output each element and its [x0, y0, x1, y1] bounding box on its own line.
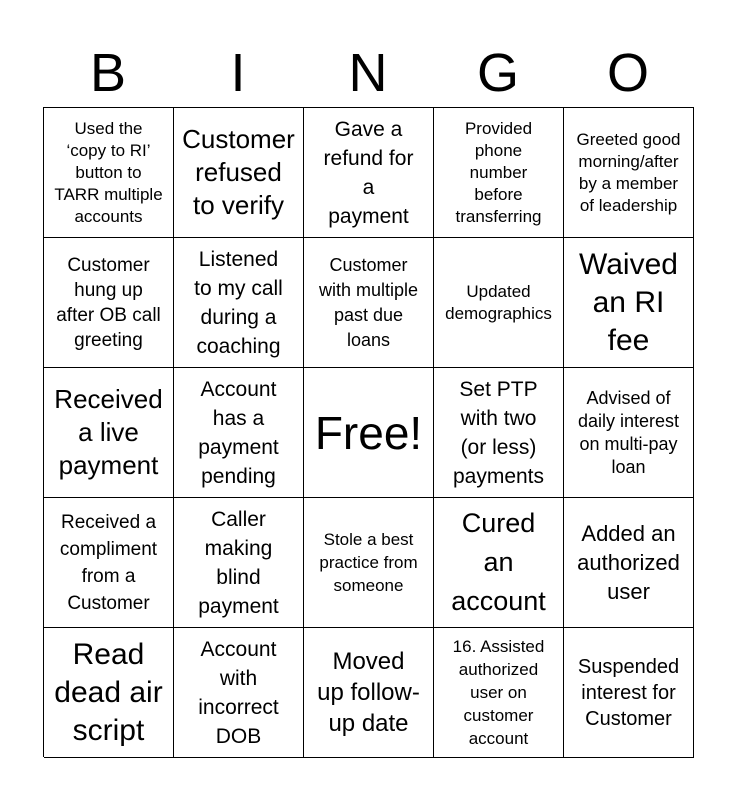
- cell-text: Moved up follow- up date: [317, 648, 420, 737]
- bingo-cell-r4c2[interactable]: [174, 498, 304, 628]
- cell-text: Received a live payment: [54, 384, 163, 480]
- cell-text: Cured an account: [451, 508, 546, 616]
- cell-text: Added an authorized user: [577, 521, 680, 604]
- cell-text: Account has a payment pending: [198, 377, 279, 488]
- bingo-cell-r5c5[interactable]: [564, 628, 694, 758]
- header-letter-g: G: [476, 43, 519, 103]
- header-letter-i: I: [230, 43, 246, 103]
- bingo-header: [43, 40, 693, 106]
- cell-text: Received a compliment from a Customer: [59, 511, 158, 614]
- bingo-cell-r1c4[interactable]: [434, 108, 564, 238]
- bingo-cell-r1c5[interactable]: [564, 108, 694, 238]
- bingo-cell-r4c5[interactable]: [564, 498, 694, 628]
- header-letter-n: N: [348, 43, 388, 103]
- cell-text: Advised of daily interest on multi-pay loan: [577, 387, 680, 477]
- bingo-cell-r3c2[interactable]: [174, 368, 304, 498]
- bingo-cell-r5c4[interactable]: [434, 628, 564, 758]
- bingo-cell-r4c4[interactable]: [434, 498, 564, 628]
- cell-text: Customer with multiple past due loans: [318, 254, 419, 350]
- bingo-cell-r3c1[interactable]: [44, 368, 174, 498]
- cell-text: Used the ‘copy to RI’ button to TARR multiple accounts: [54, 118, 163, 226]
- bingo-cell-r1c1[interactable]: [44, 108, 174, 238]
- cell-text: Listened to my call during a coaching: [194, 247, 283, 358]
- bingo-cell-r2c5[interactable]: [564, 238, 694, 368]
- bingo-cell-r5c1[interactable]: [44, 628, 174, 758]
- bingo-cell-r5c2[interactable]: [174, 628, 304, 758]
- cell-text: Account with incorrect DOB: [198, 637, 279, 748]
- header-letter-b: B: [89, 43, 127, 103]
- cell-text: Caller making blind payment: [198, 507, 279, 618]
- bingo-cell-r2c1[interactable]: [44, 238, 174, 368]
- bingo-cell-r4c1[interactable]: [44, 498, 174, 628]
- bingo-cell-r4c3[interactable]: [304, 498, 434, 628]
- header-letter-o: O: [606, 43, 649, 103]
- cell-text: Suspended interest for Customer: [577, 655, 680, 730]
- bingo-cell-r3c4[interactable]: [434, 368, 564, 498]
- cell-text: Greeted good morning/after by a member of leadership: [576, 129, 681, 215]
- bingo-board: [43, 107, 694, 757]
- cell-text: Updated demographics: [445, 281, 552, 323]
- free-space-text: Free!: [314, 406, 423, 459]
- bingo-cell-free[interactable]: [304, 368, 434, 498]
- cell-text: Waived an RI fee: [579, 247, 678, 357]
- bingo-cell-r2c2[interactable]: [174, 238, 304, 368]
- cell-text: Customer refused to verify: [182, 124, 295, 220]
- cell-text: Gave a refund for a payment: [323, 117, 414, 228]
- bingo-cell-r3c5[interactable]: [564, 368, 694, 498]
- bingo-cell-r1c2[interactable]: [174, 108, 304, 238]
- cell-text: Customer hung up after OB call greeting: [56, 254, 161, 351]
- cell-text: Read dead air script: [54, 637, 163, 747]
- cell-text: 16. Assisted authorized user on customer account: [452, 637, 545, 748]
- bingo-cell-r5c3[interactable]: [304, 628, 434, 758]
- bingo-cell-r1c3[interactable]: [304, 108, 434, 238]
- bingo-cell-r2c3[interactable]: [304, 238, 434, 368]
- cell-text: Provided phone number before transferring: [455, 118, 542, 226]
- cell-text: Stole a best practice from someone: [319, 530, 418, 595]
- cell-text: Set PTP with two (or less) payments: [452, 377, 545, 488]
- bingo-cell-r2c4[interactable]: [434, 238, 564, 368]
